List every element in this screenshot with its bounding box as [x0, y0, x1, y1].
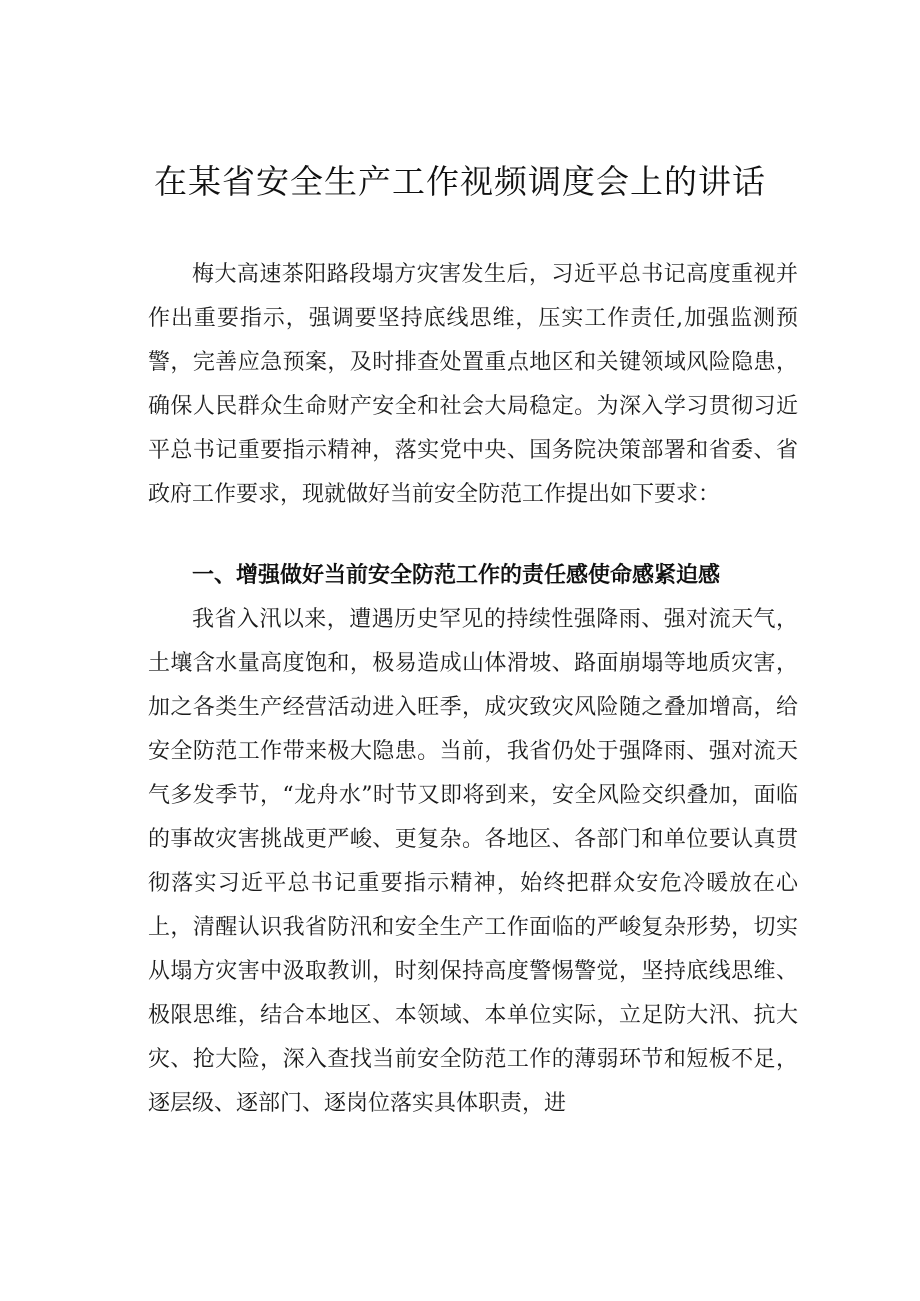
section-1-heading: 一、增强做好当前安全防范工作的责任感使命感紧迫感	[192, 563, 721, 588]
section-1-paragraph: 我省入汛以来，遭遇历史罕见的持续性强降雨、强对流天气，土壤含水量高度饱和，极易造成山体滑坡、路面崩塌等地质灾害，加之各类生产经营活动进入旺季，成灾致灾风险随之叠加增高，给安全防范工作带来极大隐患。当前，我省仍处于强降雨、强对流天气多发季节，“龙舟水”时节又即将到来，安全风险交织叠加，面临的事故灾害挑战更严峻、更复杂。各地区、各部门和单位要认真贯彻落实习近平总书记重要指示精神，始终把群众安危冷暖放在心上，清醒认识我省防汛和安全生产工作面临的严峻复杂形势，切实从塌方灾害中汲取教训，时刻保持高度警惕警觉，坚持底线思维、极限思维，结合本地区、本领域、本单位实际，立足防大汛、抗大灾、抢大险，深入查找当前安全防范工作的薄弱环节和短板不足，逐层级、逐部门、逐岗位落实具体职责，进	[148, 607, 798, 1116]
document-title: 在某省安全生产工作视频调度会上的讲话	[154, 162, 766, 201]
intro-paragraph: 梅大高速茶阳路段塌方灾害发生后，习近平总书记高度重视并作出重要指示，强调要坚持底线思维，压实工作责任,加强监测预警，完善应急预案，及时排查处置重点地区和关键领域风险隐患，确保人民群众生命财产安全和社会大局稳定。为深入学习贯彻习近平总书记重要指示精神，落实党中央、国务院决策部署和省委、省政府工作要求，现就做好当前安全防范工作提出如下要求：	[148, 262, 798, 507]
